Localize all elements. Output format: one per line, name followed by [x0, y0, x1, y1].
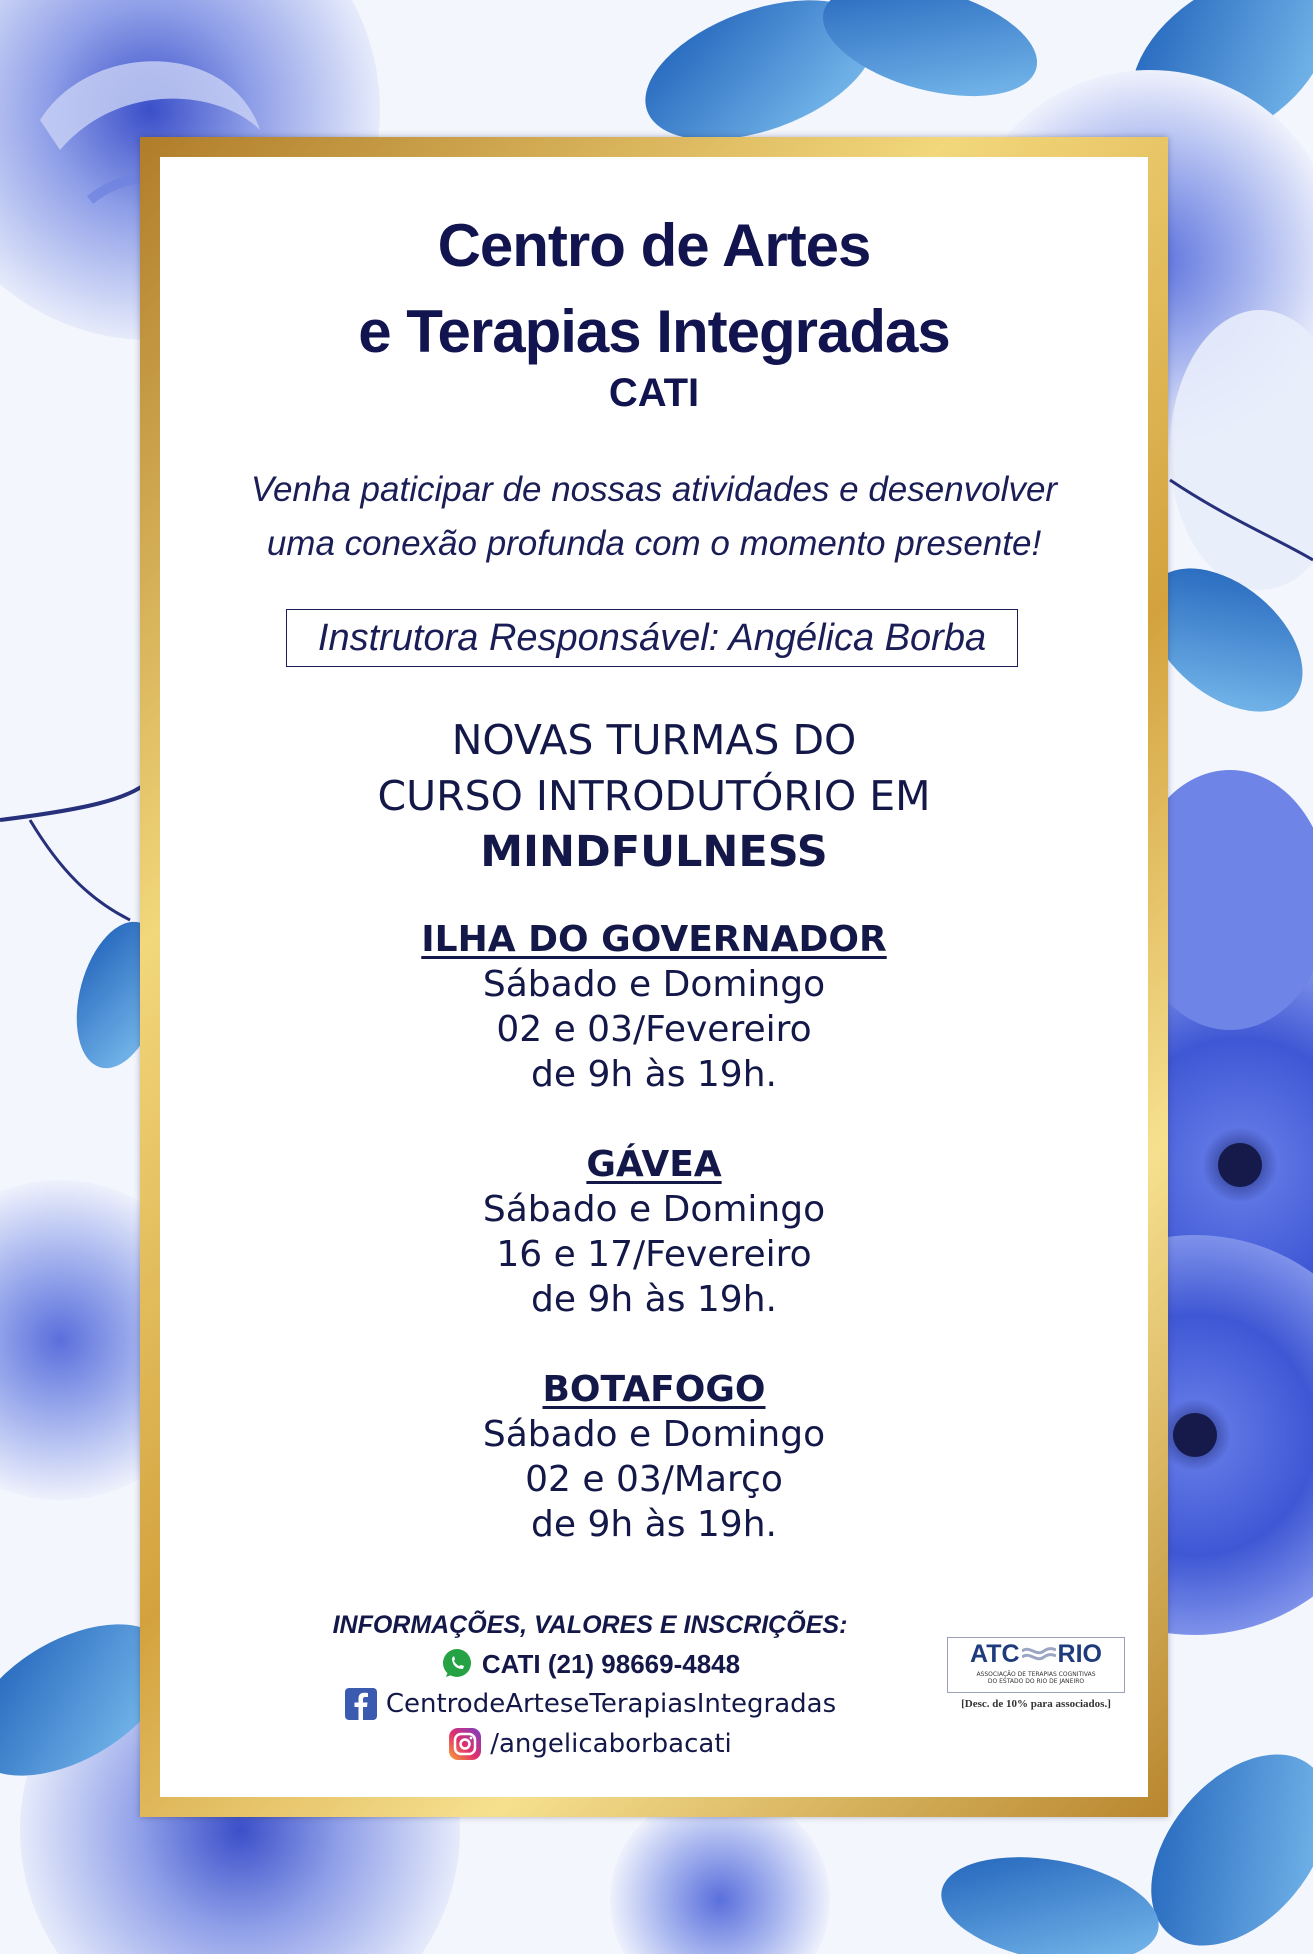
whatsapp-row[interactable]: [310, 1645, 870, 1683]
course-name: MINDFULNESS: [480, 827, 828, 877]
location-block-botafogo: [160, 1367, 1148, 1547]
location-days: Sábado e Domingo: [482, 1189, 826, 1230]
location-dates: 02 e 03/Fevereiro: [496, 1009, 812, 1050]
location-block-ilha: [160, 917, 1148, 1097]
logo-subtitle: [948, 1671, 1124, 1685]
whatsapp-text: CATI (21) 98669-4848: [481, 1648, 741, 1679]
logo-left-text: ATC: [970, 1640, 1020, 1668]
location-dates: 02 e 03/Março: [525, 1459, 783, 1500]
logo-right-text: RIO: [1057, 1640, 1102, 1668]
location-name: BOTAFOGO: [542, 1369, 766, 1410]
logo-wordmark: [948, 1640, 1124, 1669]
location-name: ILHA DO GOVERNADOR: [421, 919, 887, 960]
location-days: Sábado e Domingo: [482, 964, 826, 1005]
atc-rio-logo: [947, 1637, 1125, 1693]
tagline: [200, 463, 1108, 571]
subtitle: CATI: [608, 371, 700, 415]
discount-note: [Desc. de 10% para associados.]: [961, 1698, 1111, 1710]
location-time: de 9h às 19h.: [531, 1504, 777, 1545]
tagline-line-1: Venha paticipar de nossas atividades e desenvolver: [250, 470, 1058, 509]
logo-subtitle-line-1: ASSOCIAÇÃO DE TERAPIAS COGNITIVAS: [976, 1671, 1096, 1678]
facebook-icon: [344, 1687, 378, 1721]
gold-frame: [140, 137, 1168, 1817]
logo-subtitle-line-2: DO ESTADO DO RIO DE JANEIRO: [987, 1678, 1085, 1685]
instagram-icon: [448, 1727, 482, 1761]
facebook-text: CentrodeArteseTerapiasIntegradas: [385, 1689, 837, 1719]
course-line-2: CURSO INTRODUTÓRIO EM: [377, 772, 931, 820]
location-name: GÁVEA: [586, 1144, 722, 1185]
location-days: Sábado e Domingo: [482, 1414, 826, 1455]
course-line-1: NOVAS TURMAS DO: [451, 716, 857, 764]
title-line-2: e Terapias Integradas: [358, 298, 950, 365]
partner-logo: [947, 1637, 1125, 1710]
page-title: [160, 203, 1148, 375]
instagram-text: /angelicaborbacati: [490, 1729, 732, 1759]
title-line-1: Centro de Artes: [437, 212, 871, 279]
contact-section: [310, 1607, 870, 1763]
tagline-line-2: uma conexão profunda com o momento presente!: [266, 524, 1042, 563]
contact-header: INFORMAÇÕES, VALORES E INSCRIÇÕES:: [332, 1611, 848, 1639]
flyer-card: [160, 157, 1148, 1797]
location-time: de 9h às 19h.: [531, 1279, 777, 1320]
location-dates: 16 e 17/Fevereiro: [496, 1234, 812, 1275]
location-block-gavea: [160, 1142, 1148, 1322]
wave-icon: [1022, 1645, 1056, 1665]
whatsapp-icon: [440, 1647, 474, 1681]
facebook-row[interactable]: [310, 1685, 870, 1723]
location-time: de 9h às 19h.: [531, 1054, 777, 1095]
course-heading: [160, 712, 1148, 880]
instagram-row[interactable]: [310, 1725, 870, 1763]
instructor-box: Instrutora Responsável: Angélica Borba: [286, 609, 1018, 667]
